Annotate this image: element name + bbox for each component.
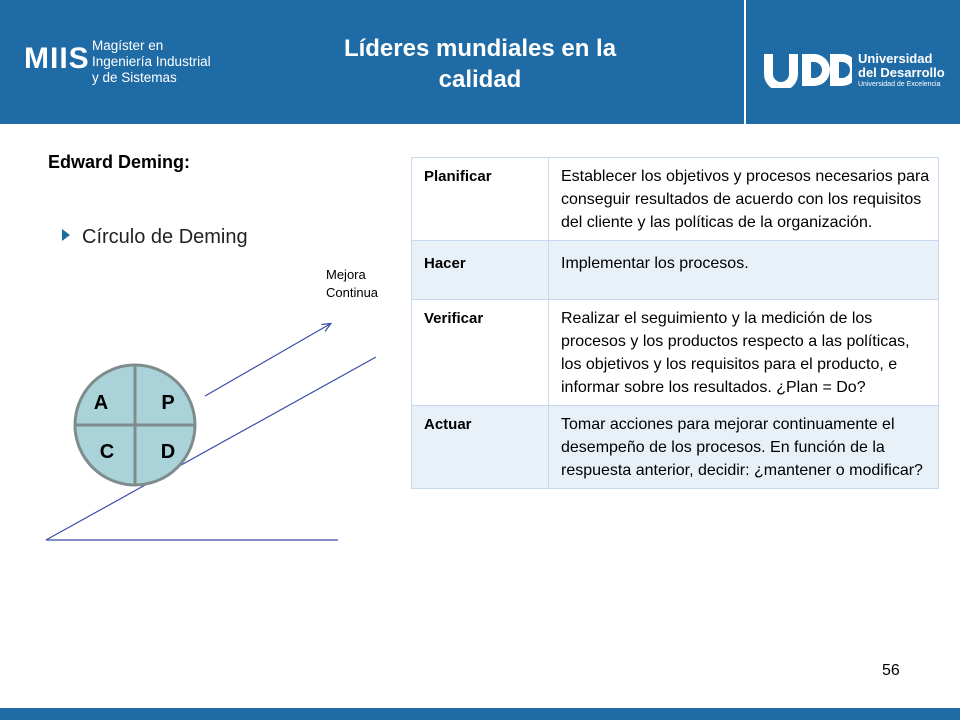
miis-logo-line: Ingeniería Industrial <box>92 54 211 69</box>
phase-cell: Hacer <box>412 241 549 300</box>
phase-cell: Actuar <box>412 406 549 489</box>
slide-title-line: Líderes mundiales en la <box>343 35 617 62</box>
phase-cell: Verificar <box>412 300 549 406</box>
miis-logo-line: Magíster en <box>92 38 164 53</box>
udd-logo-line: Universidad <box>858 51 933 66</box>
table-row <box>412 158 939 241</box>
section-heading: Edward Deming: <box>48 152 191 172</box>
mejora-label-line: Continua <box>326 285 379 300</box>
pdca-letter-c: C <box>99 441 115 463</box>
udd-logo-line: del Desarrollo <box>858 65 945 80</box>
description-cell: Realizar el seguimiento y la medición de los procesos y los productos respecto a las políticas, los objetivos y los requisitos para el producto, e informar sobre los resultados. ¿Plan = Do? <box>549 300 939 406</box>
description-cell: Tomar acciones para mejorar continuamente el desempeño de los procesos. En función de la respuesta anterior, decidir: ¿mantener o modificar? <box>549 406 939 489</box>
slide-title-line: calidad <box>438 66 522 93</box>
table-row <box>412 241 939 300</box>
miis-logo-line: y de Sistemas <box>92 70 177 85</box>
bullet-text: Círculo de Deming <box>82 226 248 248</box>
mejora-label-line: Mejora <box>326 267 366 282</box>
phase-cell: Planificar <box>412 158 549 241</box>
description-cell: Establecer los objetivos y procesos necesarios para conseguir resultados de acuerdo con los requisitos del cliente y las políticas de la organización. <box>549 158 939 241</box>
miis-logo: MIIS <box>24 42 90 75</box>
pdca-letter-a: A <box>93 392 109 414</box>
improvement-arrow <box>205 324 330 396</box>
udd-logo-tagline: Universidad de Excelencia <box>858 81 941 88</box>
pdca-table <box>411 157 939 489</box>
pdca-letter-d: D <box>160 441 176 463</box>
table-row <box>412 300 939 406</box>
description-cell: Implementar los procesos. <box>549 241 939 300</box>
page-number: 56 <box>882 662 900 679</box>
footer-bar <box>0 708 960 720</box>
pdca-letter-p: P <box>161 392 175 414</box>
table-row <box>412 406 939 489</box>
